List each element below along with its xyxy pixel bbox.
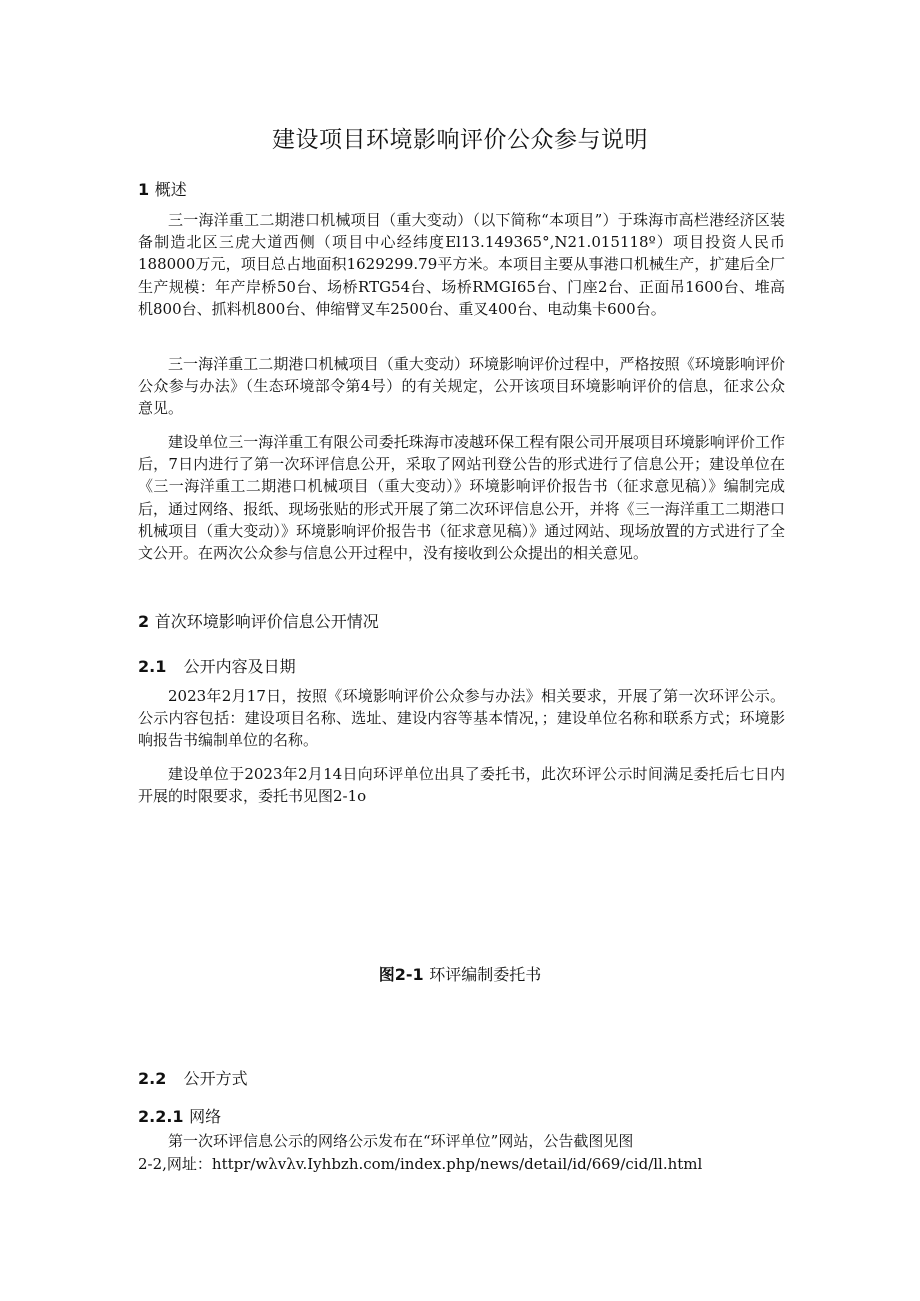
section-1-paragraph-1: 三一海洋重工二期港口机械项目（重大变动）（以下简称“本项目”）于珠海市高栏港经济区装备制造北区三虎大道西侧（项目中心经纬度El13.149365°,N21.015118º）项目投资人民币188000万元，项目总占地面积1629299.79平方米。本项目主要从事港口机械生产，扩建后全厂生产规模：年产岸桥50台、场桥RTG54台、场桥RMGI65台、门座2台、正面吊1600台、堆高机800台、抓料机800台、伸缩臂叉车2500台、重叉400台、电动集卡600台。 — [138, 211, 785, 318]
section-title: 公开方式 — [183, 1069, 248, 1088]
section-2-2-1-paragraph-1: 第一次环评信息公示的网络公示发布在“环评单位”网站，公告截图见图 — [168, 1132, 634, 1150]
figure-caption-text: 环评编制委托书 — [429, 965, 542, 984]
section-2-1-paragraph-1: 2023年2月17日，按照《环境影响评价公众参与办法》相关要求，开展了第一次环评公示。公示内容包括：建设项目名称、选址、建设内容等基本情况，；建设单位名称和联系方式；环境影响报告书编制单位的名称。 — [138, 687, 785, 750]
section-2-2-1-heading — [138, 1104, 221, 1127]
section-2-heading — [138, 609, 379, 632]
section-1-paragraph-3: 建设单位三一海洋重工有限公司委托珠海市凌越环保工程有限公司开展项目环境影响评价工作后，7日内进行了第一次环评信息公开，采取了网站刊登公告的形式进行了信息公开；建设单位在《三一海洋重工二期港口机械项目（重大变动）》环境影响评价报告书（征求意见稿）》编制完成后，通过网络、报纸、现场张贴的形式开展了第二次环评信息公开，并将《三一海洋重工二期港口机械项目（重大变动）》环境影响评价报告书（征求意见稿）》通过网站、现场放置的方式进行了全文公开。在两次公众参与信息公开过程中，没有接收到公众提出的相关意见。 — [138, 433, 785, 563]
section-number: 2.1 — [138, 657, 167, 676]
section-title: 公开内容及日期 — [183, 657, 296, 676]
section-2-2-heading — [138, 1066, 248, 1089]
document-title: 建设项目环境影响评价公众参与说明 — [272, 127, 648, 153]
section-1-heading — [138, 177, 187, 200]
section-title: 首次环境影响评价信息公开情况 — [154, 612, 379, 631]
section-number: 2.2.1 — [138, 1107, 184, 1126]
section-number: 2 — [138, 612, 150, 631]
section-number: 1 — [138, 180, 150, 199]
section-title: 网络 — [189, 1107, 222, 1126]
section-2-1-paragraph-2: 建设单位于2023年2月14日向环评单位出具了委托书，此次环评公示时间满足委托后七日内开展的时限要求，委托书见图2-1o — [138, 765, 785, 806]
section-title: 概述 — [154, 180, 187, 199]
website-url-line: 2-2,网址：httpr∕wλvλv.Iyhbzh.com/index.php∕news∕detail∕id∕669∕cid∕ll.html — [138, 1155, 703, 1173]
figure-label: 图2-1 — [378, 965, 424, 984]
section-1-paragraph-2: 三一海洋重工二期港口机械项目（重大变动）环境影响评价过程中，严格按照《环境影响评价公众参与办法》（生态环境部令第4号）的有关规定，公开该项目环境影响评价的信息，征求公众意见。 — [138, 355, 785, 418]
figure-caption — [0, 962, 920, 985]
section-number: 2.2 — [138, 1069, 167, 1088]
section-2-1-heading — [138, 654, 296, 677]
